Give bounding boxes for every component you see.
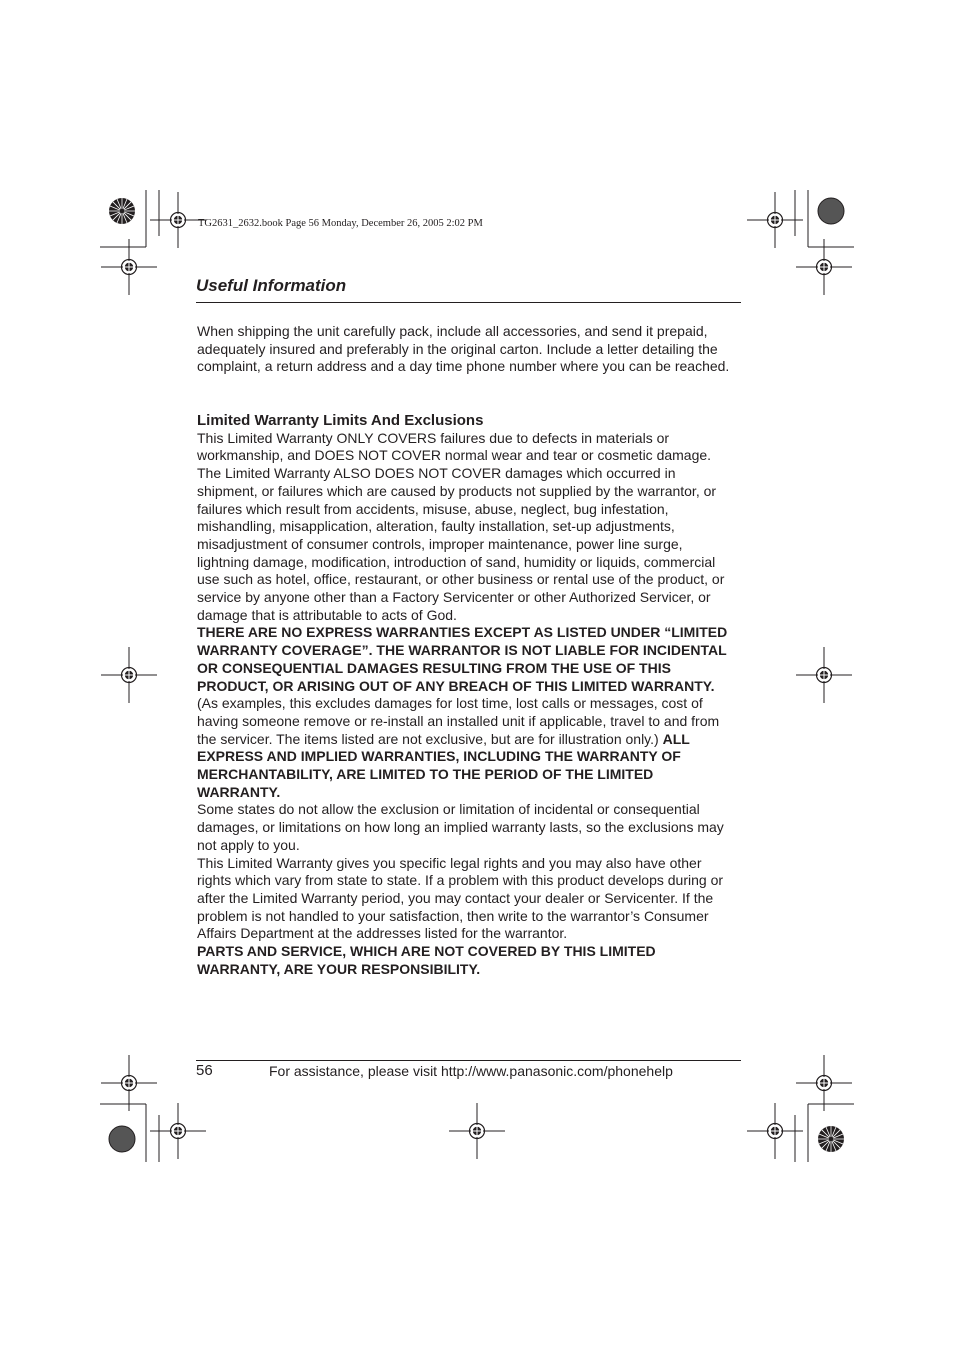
warranty-para-2-bold-2: ALL EXPRESS AND IMPLIED WARRANTIES, INCLUDING THE WARRANTY OF MERCHANTABILITY, ARE LIMITED TO THE PERIOD OF THE LIMITED WARRANTY.: [197, 730, 690, 800]
warranty-para-2-bold: THERE ARE NO EXPRESS WARRANTIES EXCEPT AS LISTED UNDER “LIMITED WARRANTY COVERAGE”. THE WARRANTOR IS NOT LIABLE FOR INCIDENTAL OR CONSEQUENTIAL DAMAGES RESULTING FROM THE USE OF THIS PRODUCT, OR ARISING OUT OF ANY BREACH OF THIS LIMITED WARRANTY.: [197, 624, 728, 694]
warranty-heading: Limited Warranty Limits And Exclusions: [197, 412, 484, 429]
warranty-para-1: This Limited Warranty ONLY COVERS failures due to defects in materials or workmanship, and DOES NOT COVER normal wear and tear or cosmetic damage. The Limited Warranty ALSO DOES NOT COVER damages which occurred in shipment, or failures which are caused by products not supplied by the warrantor, or failures which result from accidents, misuse, abuse, neglect, bug infestation, mishandling, misapplication, alteration, faulty installation, set-up adjustments, misadjustment of consumer controls, improper maintenance, power line surge, lightning damage, modification, introduction of sand, humidity or liquids, commercial use such as hotel, office, restaurant, or other business or rental use of the product, or service by anyone other than a Factory Servicenter or other Authorized Servicer, or damage that is attributable to acts of God.: [197, 429, 725, 623]
warranty-para-2-normal: (As examples, this excludes damages for lost time, lost calls or messages, cost of having someone remove or re-install an installed unit if applicable, travel to and from the servicer. The items listed are not exclusive, but are for illustration only.): [197, 695, 720, 747]
warranty-section: [197, 412, 732, 979]
section-title: Useful Information: [196, 276, 347, 295]
footer-assistance-text: For assistance, please visit http://www.panasonic.com/phonehelp: [269, 1063, 673, 1079]
header-rule: [196, 302, 741, 303]
warranty-para-4: This Limited Warranty gives you specific legal rights and you may also have other rights which vary from state to state. If a problem with this product develops during or after the Limited Warranty period, you may contact your dealer or Servicenter. If the problem is not handled to your satisfaction, then write to the warrantor’s Consumer Affairs Department at the addresses listed for the warrantor.: [197, 854, 724, 942]
intro-paragraph: [197, 323, 732, 376]
warranty-para-3: Some states do not allow the exclusion or limitation of incidental or consequential damages, or limitations on how long an implied warranty lasts, so the exclusions may not apply to you.: [197, 801, 724, 853]
page-number: 56: [196, 1062, 213, 1079]
warranty-para-5: PARTS AND SERVICE, WHICH ARE NOT COVERED BY THIS LIMITED WARRANTY, ARE YOUR RESPONSIBILITY.: [197, 943, 656, 977]
book-info-line: TG2631_2632.book Page 56 Monday, December 26, 2005 2:02 PM: [198, 218, 483, 229]
top-left-burst-mark: [109, 198, 135, 224]
footer-rule: [196, 1060, 741, 1061]
intro-text: When shipping the unit carefully pack, include all accessories, and send it prepaid, adequately insured and preferably in the original carton. Include a letter detailing the complaint, a return address and a day time phone number where you can be reached.: [197, 323, 730, 375]
warranty-para-2: [197, 624, 732, 801]
